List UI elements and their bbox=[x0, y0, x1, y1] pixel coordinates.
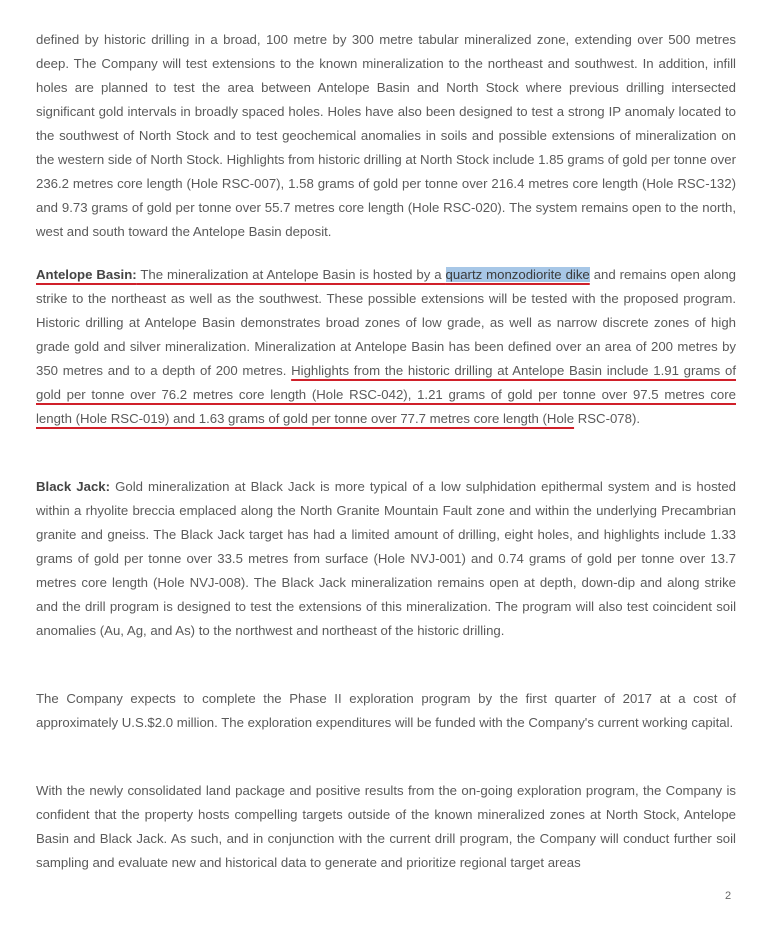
underlined-text: The mineralization at Antelope Basin is hosted by a bbox=[136, 267, 446, 282]
paragraph-black-jack bbox=[36, 475, 736, 643]
paragraph-text: and remains open along strike to the northeast as well as the southwest. These possible extensions will be tested with the proposed program. Historic drilling at Antelope Basin demonstrates broad zones of low grade, as well as narrow discrete zones of high grade gold and silver mineralization. Mineralization at Antelope Basin has been defined over an area of 200 metres by 350 metres and to a depth of 200 metres. bbox=[36, 267, 737, 378]
paragraph-phase-ii: The Company expects to complete the Phase II exploration program by the first quarter of 2017 at a cost of approximately U.S.$2.0 million. The exploration expenditures will be funded with the Company's current working capital. bbox=[36, 691, 736, 730]
underlined-highlights: Highlights from the historic drilling at Antelope Basin include 1.91 grams of gold per tonne over 76.2 metres core length (Hole RSC-042), 1.21 grams of gold per tonne over 97.5 metres core length (Hole RSC-019) and 1.63 grams of gold per tonne over 77.7 metres core length (Hole bbox=[36, 363, 736, 426]
heading-black-jack: Black Jack: bbox=[36, 479, 111, 494]
heading-antelope-basin: Antelope Basin: bbox=[36, 267, 137, 282]
paragraph-text-end: RSC-078). bbox=[574, 411, 641, 426]
page-number: 2 bbox=[725, 890, 732, 902]
highlighted-text[interactable]: quartz monzodiorite dike bbox=[445, 267, 590, 282]
paragraph-antelope-basin bbox=[36, 263, 736, 431]
paragraph-text: Gold mineralization at Black Jack is more typical of a low sulphidation epithermal system and is hosted within a rhyolite breccia emplaced along the North Granite Mountain Fault zone and within the underlying Precambrian granite and gneiss. The Black Jack target has had a limited amount of drilling, eight holes, and highlights include 1.33 grams of gold per tonne over 33.5 metres from surface (Hole NVJ-001) and 0.74 grams of gold per tonne over 13.7 metres core length (Hole NVJ-008). The Black Jack mineralization remains open at depth, down-dip and along strike and the drill program is designed to test the extensions of this mineralization. The program will also test coincident soil anomalies (Au, Ag, and As) to the northwest and northeast of the historic drilling. bbox=[36, 479, 736, 638]
paragraph-regional-targets: With the newly consolidated land package and positive results from the on-going exploration program, the Company is confident that the property hosts compelling targets outside of the known mineralized zones at North Stock, Antelope Basin and Black Jack. As such, and in conjunction with the current drill program, the Company will conduct further soil sampling and evaluate new and historical data to generate and prioritize regional target areas bbox=[36, 783, 736, 870]
paragraph-north-stock: defined by historic drilling in a broad, 100 metre by 300 metre tabular mineralized zone, extending over 500 metres deep. The Company will test extensions to the known mineralization to the northeast and southwest. In addition, infill holes are planned to test the area between Antelope Basin and North Stock where previous drilling intersected significant gold intervals in broadly spaced holes. Holes have also been designed to test a strong IP anomaly located to the southwest of North Stock and to test geochemical anomalies in soils and possible extensions of mineralization on the western side of North Stock. Highlights from historic drilling at North Stock include 1.85 grams of gold per tonne over 236.2 metres core length (Hole RSC-007), 1.58 grams of gold per tonne over 216.4 metres core length (Hole RSC-132) and 9.73 grams of gold per tonne over 55.7 metres core length (Hole RSC-020). The system remains open to the north, west and south toward the Antelope Basin deposit. bbox=[36, 32, 737, 239]
